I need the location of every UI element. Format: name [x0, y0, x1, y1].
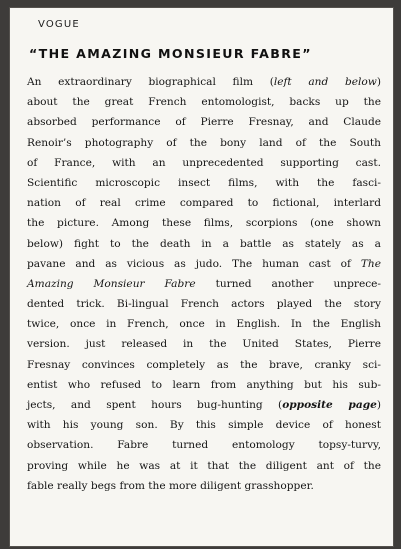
article-line [27, 355, 381, 375]
article-line [27, 375, 381, 395]
text-run: nation of real crime compared to fictional, interlard [27, 197, 381, 210]
magazine-page [10, 8, 393, 546]
text-run: about the great French entomologist, backs up the [27, 96, 381, 109]
text-run: below) fight to the death in a battle as stately as a [27, 237, 381, 250]
article-line [27, 274, 381, 294]
text-run: turned another unprece- [195, 277, 381, 290]
text-run: of France, with an unprecedented supporting cast. [27, 156, 381, 169]
emphasized-text: Amazing Monsieur Fabre [27, 277, 196, 290]
article-line [27, 395, 381, 415]
article-line [27, 435, 381, 455]
text-run: twice, once in French, once in English. In the English [27, 318, 381, 331]
text-run: version. just released in the United States, Pierre [27, 338, 381, 351]
article-title: “THE AMAZING MONSIEUR FABRE” [29, 46, 312, 61]
text-run: jects, and spent hours bug-hunting ( [27, 399, 283, 411]
text-run: entist who refused to learn from anything but his sub- [27, 378, 381, 391]
text-run: Fresnay convinces completely as the brave, cranky sci- [27, 358, 381, 371]
emphasized-text: The [360, 257, 381, 270]
article-line [27, 153, 381, 173]
text-run: Renoir’s photography of the bony land of the South [27, 136, 381, 149]
text-run: with his young son. By this simple device of honest [27, 419, 381, 432]
article-line [27, 254, 381, 274]
article-line [27, 234, 381, 254]
article-line [27, 213, 381, 233]
text-run: absorbed performance of Pierre Fresnay, and Claude [27, 116, 381, 129]
article-line [27, 72, 381, 92]
article-line [27, 193, 381, 213]
article-line [27, 314, 381, 334]
text-run: the picture. Among these films, scorpions (one shown [27, 217, 381, 230]
text-run: ) [376, 76, 381, 88]
article-line [27, 334, 381, 354]
article-line [27, 415, 381, 435]
text-run: proving while he was at it that the diligent ant of the [27, 459, 381, 472]
text-run: fable really begs from the more diligent grasshopper. [27, 479, 314, 492]
article-line [27, 476, 381, 496]
text-run: Scientific microscopic insect films, with the fasci- [27, 176, 381, 189]
text-run: ) [376, 399, 381, 411]
text-run: pavane and as vicious as judo. The human cast of [27, 257, 361, 270]
running-head: VOGUE [38, 19, 80, 30]
article-line [27, 173, 381, 193]
article-line [27, 456, 381, 476]
article-line [27, 133, 381, 153]
emphasized-text: opposite page [282, 399, 377, 411]
emphasized-text: left and below [273, 76, 377, 88]
text-run: observation. Fabre turned entomology topsy-turvy, [27, 439, 381, 452]
article-body [27, 72, 381, 496]
article-line [27, 92, 381, 112]
text-run: An extraordinary biographical film ( [27, 76, 274, 88]
text-run: dented trick. Bi-lingual French actors played the story [27, 298, 381, 311]
article-line [27, 294, 381, 314]
article-line [27, 112, 381, 132]
